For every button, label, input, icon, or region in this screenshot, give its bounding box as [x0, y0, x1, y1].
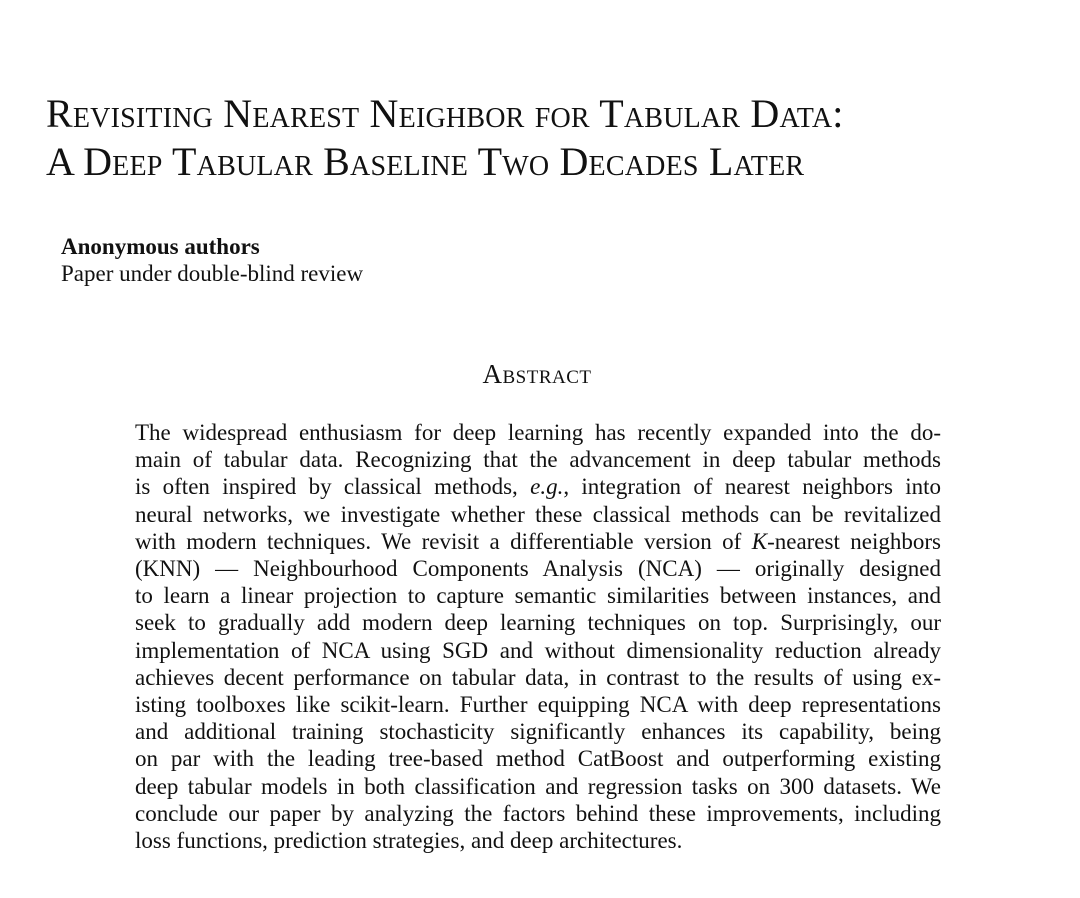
abstract-line: with modern techniques. We revisit a differentiable version of K-nearest neighbors	[135, 528, 941, 554]
emphasis-text: e.g.	[530, 474, 564, 500]
abstract-line: main of tabular data. Recognizing that the advancement in deep tabular methods	[135, 447, 941, 473]
author-names: Anonymous authors	[61, 234, 260, 259]
abstract-line: to learn a linear projection to capture semantic similarities between instances, and	[135, 583, 941, 609]
abstract-line: isting toolboxes like scikit-learn. Further equipping NCA with deep representations	[135, 692, 941, 718]
abstract-line: deep tabular models in both classification and regression tasks on 300 datasets. We	[135, 773, 941, 799]
abstract-line: seek to gradually add modern deep learning techniques on top. Surprisingly, our	[135, 610, 941, 636]
abstract-heading: Abstract	[482, 359, 592, 389]
abstract-line: loss functions, prediction strategies, and deep architectures.	[135, 828, 683, 854]
abstract-line: and additional training stochasticity significantly enhances its capability, being	[135, 719, 941, 745]
paper-title	[46, 90, 1066, 186]
abstract-line: conclude our paper by analyzing the factors behind these improvements, including	[135, 800, 941, 826]
abstract-line: neural networks, we investigate whether these classical methods can be revitalized	[135, 501, 941, 527]
abstract-line: is often inspired by classical methods, e.g., integration of nearest neighbors into	[135, 474, 941, 500]
abstract-line: implementation of NCA using SGD and without dimensionality reduction already	[135, 637, 941, 663]
title-line-1: Revisiting Nearest Neighbor for Tabular Data:	[46, 91, 844, 136]
abstract-line: The widespread enthusiasm for deep learning has recently expanded into the do-	[135, 420, 941, 445]
abstract-line: achieves decent performance on tabular data, in contrast to the results of using ex-	[135, 664, 941, 690]
title-line-2: A Deep Tabular Baseline Two Decades Later	[46, 139, 805, 184]
author-affiliation: Paper under double-blind review	[61, 261, 364, 286]
abstract-line: (KNN) — Neighbourhood Components Analysis (NCA) — originally designed	[135, 556, 941, 582]
abstract-line: on par with the leading tree-based method CatBoost and outperforming existing	[135, 746, 941, 772]
emphasis-text: K-	[751, 528, 775, 554]
author-block	[61, 233, 661, 287]
abstract-text	[135, 419, 941, 854]
